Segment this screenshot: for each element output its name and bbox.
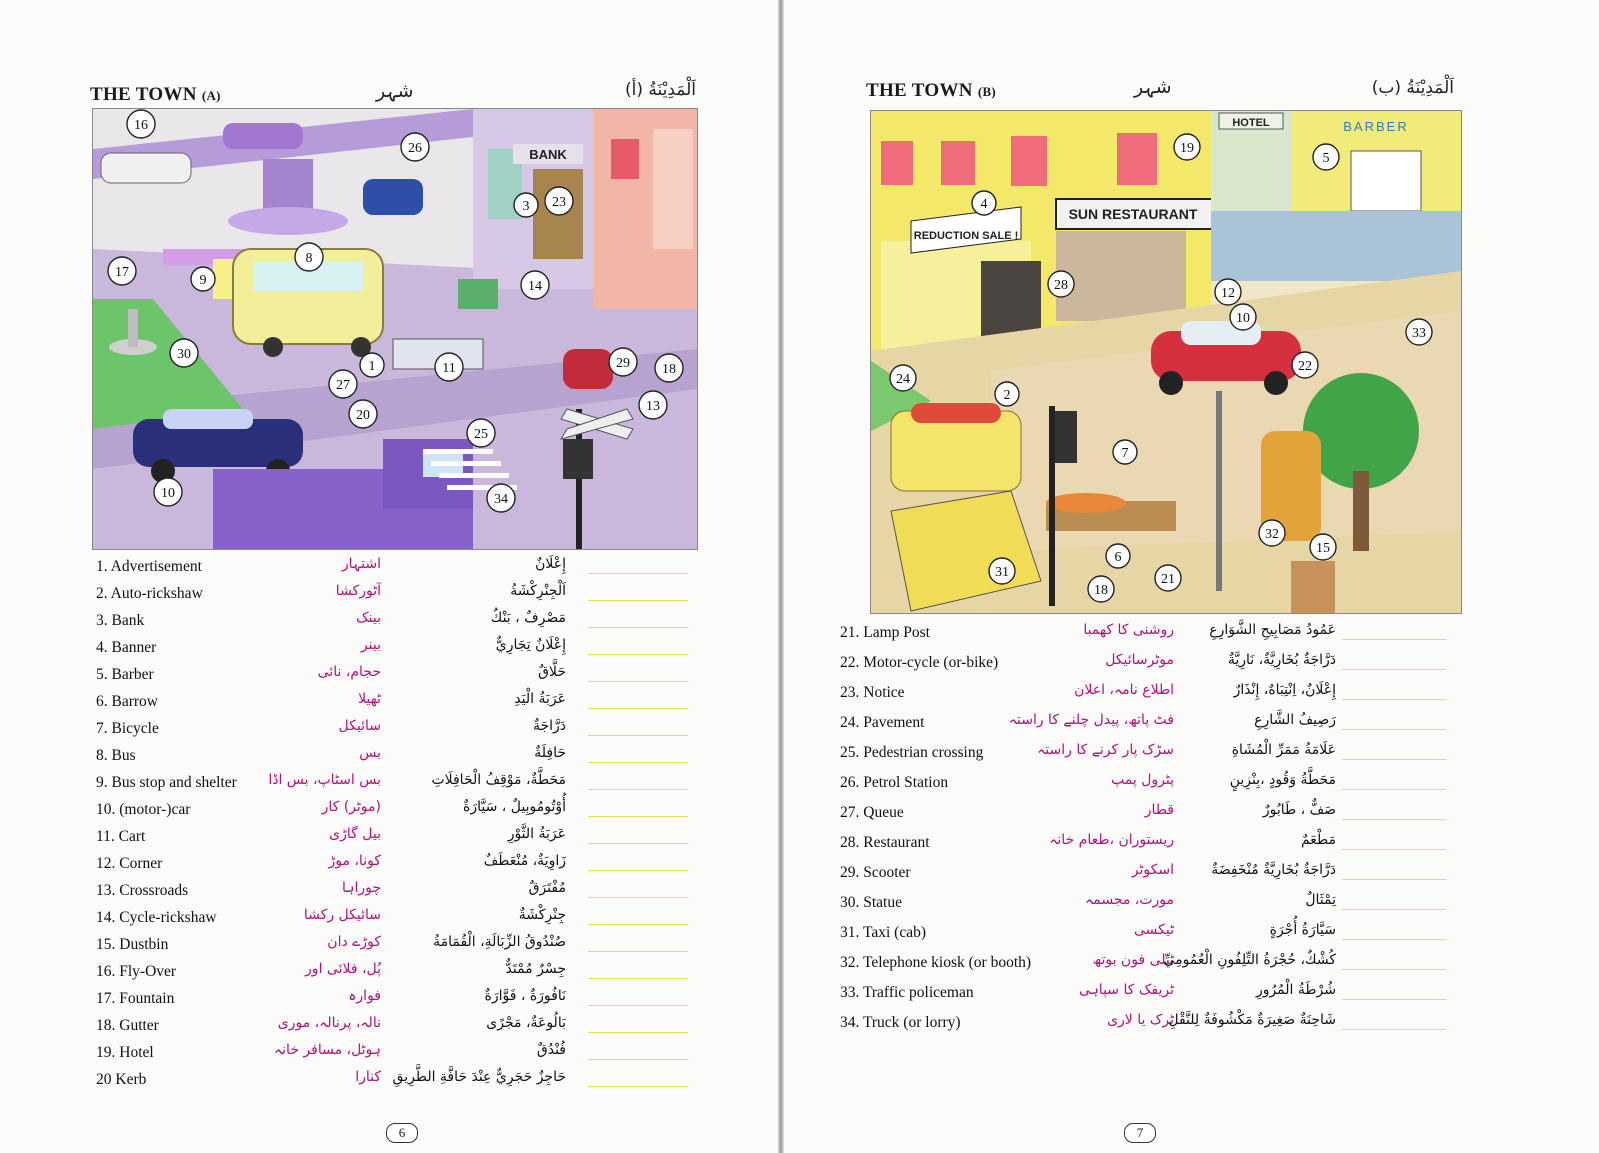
right-title-text: THE TOWN xyxy=(866,80,973,101)
vocab-row: 10. (motor-)car (موٹر) کار أُوْتُومُوبِيلٌ ، سَيَّارَةٌ xyxy=(96,799,696,825)
vocab-row: 23. Notice اطلاع نامہ، اعلان إِعْلَانٌ، اِنْتِبَاهٌ، إِنْذَارٌ xyxy=(840,682,1452,708)
vocab-row: 3. Bank بینک مَصْرِفٌ ، بَنْكٌ xyxy=(96,610,696,636)
svg-text:23: 23 xyxy=(552,195,566,210)
marker-10 xyxy=(154,478,182,506)
svg-text:8: 8 xyxy=(305,251,313,266)
svg-text:21: 21 xyxy=(1161,572,1175,587)
svg-text:27: 27 xyxy=(336,378,350,393)
vocab-row: 33. Traffic policeman ٹریفک کا سپاہی شُرْطَةُ الْمُرُورِ xyxy=(840,982,1452,1008)
svg-text:3: 3 xyxy=(522,199,530,214)
svg-text:9: 9 xyxy=(199,273,207,288)
writing-line xyxy=(588,924,688,925)
vocab-row: 15. Dustbin کوڑے دان صُنْدُوقُ الزِّبَالَةِ، الْقُمَامَةُ xyxy=(96,934,696,960)
writing-line xyxy=(588,1086,688,1087)
left-title-arabic: اَلْمَدِيْنَةُ (أ) xyxy=(624,80,696,100)
vocab-row: 14. Cycle-rickshaw سائیکل رکشا جِنْرِكْشَةٌ xyxy=(96,907,696,933)
page-number: 7 xyxy=(1124,1123,1156,1143)
vocab-row: 1. Advertisement اشتہار إِعْلَانٌ xyxy=(96,556,696,582)
vocab-row: 20 Kerb کنارا حَاجِزٌ حَجَرِيٌّ عِنْدَ حَافَّةِ الطَّرِيقِ xyxy=(96,1069,696,1095)
marker-33 xyxy=(1406,319,1432,345)
marker-6 xyxy=(1106,544,1130,568)
writing-line xyxy=(1342,819,1446,820)
writing-line xyxy=(1342,759,1446,760)
writing-line xyxy=(1342,849,1446,850)
left-title-text: THE TOWN xyxy=(90,84,197,105)
marker-26 xyxy=(401,133,429,161)
vocab-row: 28. Restaurant ریستوران ،طعام خانہ مَطْعَمٌ xyxy=(840,832,1452,858)
writing-line xyxy=(588,762,688,763)
svg-text:4: 4 xyxy=(980,197,988,212)
vocab-row: 27. Queue قطار صَفٌّ ، طَابُورٌ xyxy=(840,802,1452,828)
writing-line xyxy=(1342,1029,1446,1030)
vocab-list-b xyxy=(840,622,1452,1052)
vocab-row: 19. Hotel ہوٹل، مسافر خانہ فُنْدُقٌ xyxy=(96,1042,696,1068)
right-title-urdu: شہر xyxy=(1134,76,1172,98)
marker-4 xyxy=(972,191,996,215)
restaurant-sign: SUN RESTAURANT xyxy=(1068,206,1198,222)
left-title-tag: (A) xyxy=(201,88,221,103)
svg-text:15: 15 xyxy=(1316,541,1330,556)
vocab-row: 29. Scooter اسکوٹر دَرَّاجَةٌ بُخَارِيَّةٌ مُنْخَفِضَةٌ xyxy=(840,862,1452,888)
writing-line xyxy=(1342,969,1446,970)
writing-line xyxy=(1342,789,1446,790)
town-illustration-a xyxy=(92,108,698,550)
marker-15 xyxy=(1310,534,1336,560)
vocab-row: 31. Taxi (cab) ٹیکسی سَيَّارَةُ أُجْرَةٍ xyxy=(840,922,1452,948)
vocab-row: 6. Barrow ٹھیلا عَرَبَةُ الْيَدِ xyxy=(96,691,696,717)
hotel-sign: HOTEL xyxy=(1232,117,1270,129)
writing-line xyxy=(1342,999,1446,1000)
svg-text:7: 7 xyxy=(1121,446,1129,461)
marker-2 xyxy=(995,382,1019,406)
writing-line xyxy=(1342,909,1446,910)
svg-text:31: 31 xyxy=(995,565,1009,580)
right-page-title xyxy=(866,80,996,102)
barber-sign: BARBER xyxy=(1343,119,1409,134)
town-scene-b-svg xyxy=(871,111,1461,613)
marker-16 xyxy=(127,110,155,138)
marker-23 xyxy=(545,187,573,215)
vocab-row: 12. Corner کونا، موڑ زَاوِيَةٌ، مُنْعَطَفٌ xyxy=(96,853,696,879)
town-scene-a-svg xyxy=(93,109,697,549)
writing-line xyxy=(588,600,688,601)
writing-line xyxy=(1342,699,1446,700)
marker-24 xyxy=(890,365,916,391)
right-title-tag: (B) xyxy=(977,84,997,99)
writing-line xyxy=(1342,939,1446,940)
writing-line xyxy=(588,789,688,790)
writing-line xyxy=(588,1032,688,1033)
writing-line xyxy=(588,654,688,655)
page-number: 6 xyxy=(386,1123,418,1143)
svg-text:10: 10 xyxy=(1236,311,1250,326)
svg-text:6: 6 xyxy=(1114,550,1122,565)
vocab-row: 8. Bus بس حَافِلَةٌ xyxy=(96,745,696,771)
marker-28 xyxy=(1048,271,1074,297)
bank-sign: BANK xyxy=(529,147,567,162)
svg-text:30: 30 xyxy=(177,347,191,362)
svg-text:33: 33 xyxy=(1412,326,1426,341)
svg-text:11: 11 xyxy=(442,361,456,376)
svg-text:17: 17 xyxy=(115,265,129,280)
marker-17 xyxy=(108,257,136,285)
writing-line xyxy=(588,627,688,628)
marker-19 xyxy=(1174,134,1200,160)
vocab-row: 32. Telephone kiosk (or booth) ٹیلی فون بوتھ كُشْكٌ، حُجْرَةُ التِّلِفُونِ الْعُمُومِيِّ xyxy=(840,952,1452,978)
marker-25 xyxy=(467,419,495,447)
vocab-row: 4. Banner بینر إِعْلَانٌ تِجَارِيٌّ xyxy=(96,637,696,663)
vocab-row: 13. Crossroads چوراہا مُفْتَرَقٌ xyxy=(96,880,696,906)
marker-18 xyxy=(1088,576,1114,602)
vocab-list-a xyxy=(96,556,696,1096)
writing-line xyxy=(1342,729,1446,730)
writing-line xyxy=(588,573,688,574)
banner-text: REDUCTION SALE ! xyxy=(913,230,1019,242)
marker-34 xyxy=(487,484,515,512)
writing-line xyxy=(588,951,688,952)
vocab-row: 30. Statue مورت، مجسمہ تِمْثَالٌ xyxy=(840,892,1452,918)
marker-3 xyxy=(514,193,538,217)
svg-text:22: 22 xyxy=(1298,359,1312,374)
svg-text:12: 12 xyxy=(1221,286,1235,301)
svg-text:2: 2 xyxy=(1003,388,1011,403)
svg-text:28: 28 xyxy=(1054,278,1068,293)
writing-line xyxy=(588,1005,688,1006)
marker-11 xyxy=(435,353,463,381)
left-page-title xyxy=(90,84,221,106)
writing-line xyxy=(1342,639,1446,640)
vocab-row: 25. Pedestrian crossing سڑک پار کرنے کا راستہ عَلَامَةُ مَمَرِّ الْمُشَاةِ xyxy=(840,742,1452,768)
writing-line xyxy=(588,681,688,682)
marker-7 xyxy=(1113,440,1137,464)
marker-12 xyxy=(1215,279,1241,305)
svg-text:32: 32 xyxy=(1265,527,1279,542)
svg-text:18: 18 xyxy=(662,362,676,377)
svg-text:1: 1 xyxy=(368,359,376,374)
marker-14 xyxy=(521,271,549,299)
svg-text:14: 14 xyxy=(528,279,542,294)
marker-9 xyxy=(191,267,215,291)
vocab-row: 34. Truck (or lorry) ٹرک یا لاری شَاحِنَةٌ صَغِيرَةٌ مَكْشُوفَةٌ لِلنَّقْلِ xyxy=(840,1012,1452,1038)
right-page xyxy=(784,0,1599,1153)
vocab-row: 7. Bicycle سائیکل دَرَّاجَةٌ xyxy=(96,718,696,744)
svg-text:34: 34 xyxy=(494,492,508,507)
writing-line xyxy=(588,897,688,898)
vocab-row: 5. Barber حجام، نائی حَلَّاقٌ xyxy=(96,664,696,690)
writing-line xyxy=(1342,879,1446,880)
svg-text:29: 29 xyxy=(616,356,630,371)
writing-line xyxy=(588,978,688,979)
svg-text:25: 25 xyxy=(474,427,488,442)
marker-20 xyxy=(349,400,377,428)
vocab-row: 9. Bus stop and shelter بس اسٹاپ، بس اڈا مَحَطَّةٌ، مَوْقِفُ الْحَافِلَاتِ xyxy=(96,772,696,798)
marker-21 xyxy=(1155,565,1181,591)
right-title-arabic: اَلْمَدِيْنَةُ (ب) xyxy=(1371,78,1454,98)
writing-line xyxy=(588,870,688,871)
svg-text:24: 24 xyxy=(896,372,910,387)
marker-10 xyxy=(1230,304,1256,330)
vocab-row: 24. Pavement فٹ پاتھ، پیدل چلنے کا راستہ رَصِيفُ الشَّارِعِ xyxy=(840,712,1452,738)
vocab-row: 16. Fly-Over پُل، فلائی اور جِسْرٌ مُمْتَدٌّ xyxy=(96,961,696,987)
writing-line xyxy=(588,708,688,709)
svg-text:20: 20 xyxy=(356,408,370,423)
svg-text:16: 16 xyxy=(134,118,148,133)
left-title-urdu: شہر xyxy=(376,80,414,102)
marker-1 xyxy=(360,353,384,377)
vocab-row: 21. Lamp Post روشنی کا کھمبا عَمُودُ مَصَابِيحِ الشَّوَارِعِ xyxy=(840,622,1452,648)
marker-31 xyxy=(989,558,1015,584)
vocab-row: 18. Gutter نالہ، پرنالہ، موری بَالُوعَةٌ، مَجْرًى xyxy=(96,1015,696,1041)
writing-line xyxy=(1342,669,1446,670)
svg-text:13: 13 xyxy=(646,399,660,414)
vocab-row: 11. Cart بیل گاڑی عَرَبَةُ الثَّوْرِ xyxy=(96,826,696,852)
town-illustration-b xyxy=(870,110,1462,614)
vocab-row: 2. Auto-rickshaw آٹورکشا اَلْجِنْرِكْشَةُ xyxy=(96,583,696,609)
writing-line xyxy=(588,843,688,844)
svg-text:10: 10 xyxy=(161,486,175,501)
vocab-row: 17. Fountain فوارہ نَافُورَةٌ ، فَوَّارَةٌ xyxy=(96,988,696,1014)
svg-text:18: 18 xyxy=(1094,583,1108,598)
writing-line xyxy=(588,816,688,817)
marker-5 xyxy=(1313,144,1339,170)
marker-30 xyxy=(170,339,198,367)
marker-22 xyxy=(1292,352,1318,378)
vocab-row: 22. Motor-cycle (or-bike) موٹرسائیکل دَرَّاجَةٌ بُخَارِيَّةٌ، نَارِيَّةٌ xyxy=(840,652,1452,678)
marker-8 xyxy=(295,243,323,271)
marker-32 xyxy=(1259,520,1285,546)
marker-29 xyxy=(609,348,637,376)
marker-27 xyxy=(329,370,357,398)
svg-text:19: 19 xyxy=(1180,141,1194,156)
writing-line xyxy=(588,1059,688,1060)
left-page xyxy=(0,0,778,1153)
marker-18 xyxy=(655,354,683,382)
svg-text:26: 26 xyxy=(408,141,422,156)
writing-line xyxy=(588,735,688,736)
vocab-row: 26. Petrol Station پٹرول پمپ مَحَطَّةُ وَقُودٍ ،بِنْزِينٍ xyxy=(840,772,1452,798)
marker-13 xyxy=(639,391,667,419)
svg-text:5: 5 xyxy=(1322,151,1330,166)
